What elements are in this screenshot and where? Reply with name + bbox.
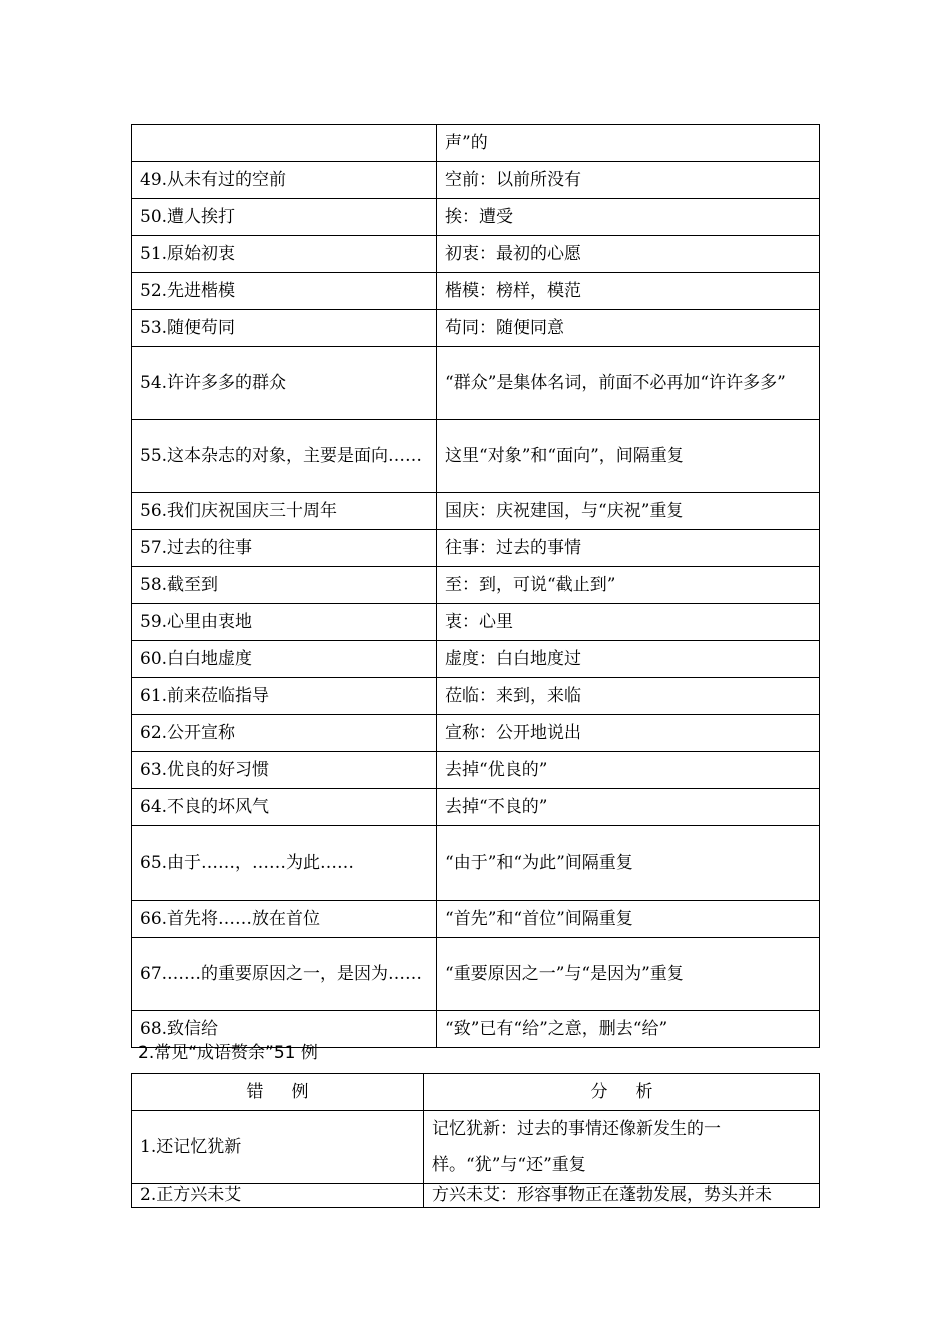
header-analysis: 分 析	[424, 1074, 820, 1111]
example-cell: 67.……的重要原因之一，是因为……	[132, 938, 437, 1011]
table-row	[132, 678, 820, 715]
analysis-cell: 方兴未艾：形容事物正在蓬勃发展，势头并未	[424, 1184, 820, 1208]
analysis-cell: 至：到，可说“截止到”	[437, 567, 820, 604]
example-cell: 50.遭人挨打	[132, 199, 437, 236]
table-row	[132, 347, 820, 420]
table-row	[132, 162, 820, 199]
analysis-cell: 这里“对象”和“面向”，间隔重复	[437, 420, 820, 493]
example-cell: 59.心里由衷地	[132, 604, 437, 641]
example-cell: 58.截至到	[132, 567, 437, 604]
section-heading: 2.常见“成语赘余”51 例	[138, 1043, 318, 1063]
example-cell: 61.前来莅临指导	[132, 678, 437, 715]
analysis-cell: 楷模：榜样，模范	[437, 273, 820, 310]
analysis-cell: 衷：心里	[437, 604, 820, 641]
table-row	[132, 641, 820, 678]
analysis-cell: 苟同：随便同意	[437, 310, 820, 347]
example-cell: 49.从未有过的空前	[132, 162, 437, 199]
analysis-cell: “重要原因之一”与“是因为”重复	[437, 938, 820, 1011]
example-cell	[132, 125, 437, 162]
table-row	[132, 604, 820, 641]
analysis-cell: “群众”是集体名词，前面不必再加“许许多多”	[437, 347, 820, 420]
example-cell: 51.原始初衷	[132, 236, 437, 273]
table-row	[132, 752, 820, 789]
header-example: 错 例	[132, 1074, 424, 1111]
table-row	[132, 715, 820, 752]
analysis-cell: “致”已有“给”之意，删去“给”	[437, 1011, 820, 1048]
analysis-cell: “首先”和“首位”间隔重复	[437, 901, 820, 938]
analysis-cell: 挨：遭受	[437, 199, 820, 236]
redundancy-table	[131, 124, 820, 1048]
table-row	[132, 310, 820, 347]
example-cell: 54.许许多多的群众	[132, 347, 437, 420]
example-cell: 64.不良的坏风气	[132, 789, 437, 826]
table-row	[132, 567, 820, 604]
table-row	[132, 1111, 820, 1184]
table-header-row	[132, 1074, 820, 1111]
analysis-cell: 声”的	[437, 125, 820, 162]
example-cell: 57.过去的往事	[132, 530, 437, 567]
example-cell: 68.致信给	[132, 1011, 437, 1048]
table-row	[132, 493, 820, 530]
analysis-cell: 宣称：公开地说出	[437, 715, 820, 752]
analysis-cell: 记忆犹新：过去的事情还像新发生的一样。“犹”与“还”重复	[424, 1111, 820, 1184]
table-row	[132, 901, 820, 938]
table-row	[132, 125, 820, 162]
table-row	[132, 1184, 820, 1208]
example-cell: 56.我们庆祝国庆三十周年	[132, 493, 437, 530]
idiom-redundancy-table	[131, 1073, 820, 1208]
example-cell: 53.随便苟同	[132, 310, 437, 347]
example-cell: 66.首先将……放在首位	[132, 901, 437, 938]
analysis-cell: 去掉“优良的”	[437, 752, 820, 789]
analysis-cell: “由于”和“为此”间隔重复	[437, 826, 820, 901]
analysis-cell: 初衷：最初的心愿	[437, 236, 820, 273]
table-row	[132, 530, 820, 567]
table-row	[132, 789, 820, 826]
analysis-cell: 虚度：白白地度过	[437, 641, 820, 678]
example-cell: 60.白白地虚度	[132, 641, 437, 678]
table-row	[132, 420, 820, 493]
example-cell: 2.正方兴未艾	[132, 1184, 424, 1208]
analysis-cell: 去掉“不良的”	[437, 789, 820, 826]
example-cell: 62.公开宣称	[132, 715, 437, 752]
analysis-cell: 国庆：庆祝建国，与“庆祝”重复	[437, 493, 820, 530]
table-row	[132, 273, 820, 310]
analysis-cell: 往事：过去的事情	[437, 530, 820, 567]
example-cell: 65.由于……，……为此……	[132, 826, 437, 901]
table-row	[132, 826, 820, 901]
example-cell: 63.优良的好习惯	[132, 752, 437, 789]
example-cell: 55.这本杂志的对象，主要是面向……	[132, 420, 437, 493]
table-row	[132, 199, 820, 236]
table-row	[132, 236, 820, 273]
table-row	[132, 938, 820, 1011]
example-cell: 52.先进楷模	[132, 273, 437, 310]
analysis-cell: 莅临：来到，来临	[437, 678, 820, 715]
analysis-cell: 空前：以前所没有	[437, 162, 820, 199]
example-cell: 1.还记忆犹新	[132, 1111, 424, 1184]
